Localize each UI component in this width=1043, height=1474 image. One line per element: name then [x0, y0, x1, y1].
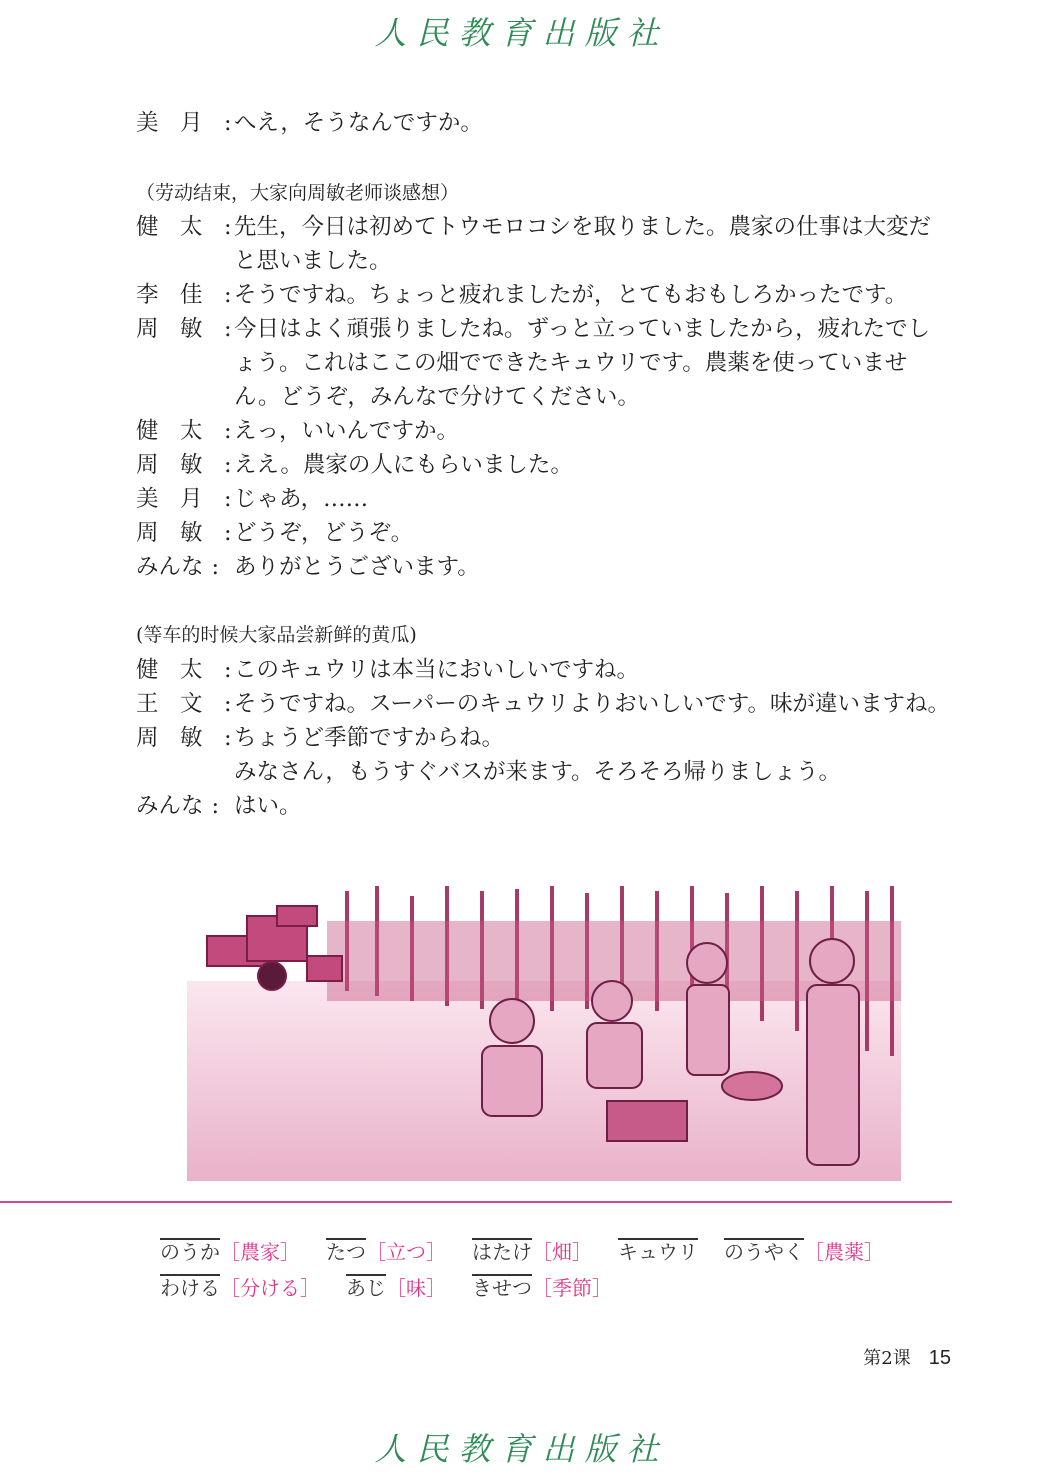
vocab-reading: のうか	[160, 1240, 220, 1264]
speaker-name: 健 太 :	[136, 214, 232, 240]
stage-note-2	[136, 620, 952, 650]
vocab-kanji: ［立つ］	[366, 1240, 446, 1264]
vocab-row	[160, 1270, 920, 1306]
vocab-item	[326, 1234, 446, 1270]
speech-text: どうぞ，どうぞ。	[234, 520, 414, 546]
cornfield-illustration	[187, 881, 901, 1181]
vocab-item	[472, 1234, 592, 1270]
speaker-name: みんな :	[136, 554, 220, 580]
stage-note-text: （劳动结束，大家向周敏老师谈感想）	[136, 182, 460, 204]
dialog-line	[136, 550, 952, 584]
speech-text: このキュウリは本当においしいですね。	[234, 657, 640, 683]
section-divider	[0, 1201, 952, 1203]
publisher-watermark-bottom: 人民教育出版社	[374, 1430, 669, 1468]
speech-text: はい。	[234, 793, 302, 819]
dialog-line	[136, 755, 952, 789]
speech-text: へえ，そうなんですか。	[234, 110, 483, 136]
dialog-line	[136, 278, 952, 312]
speech-text: ちょうど季節ですからね。	[234, 725, 505, 751]
dialog-line	[136, 482, 952, 516]
page-footer	[863, 1344, 951, 1370]
lesson-label: 第2课	[863, 1348, 911, 1369]
dialog-line	[136, 653, 952, 687]
speech-text: じゃあ，……	[234, 486, 369, 512]
speaker-name: 健 太 :	[136, 657, 232, 683]
dialog-line	[136, 414, 952, 448]
speaker-name: 王 文 :	[136, 691, 232, 717]
speaker-name: 周 敏 :	[136, 316, 232, 342]
field-ground	[187, 981, 901, 1181]
stage-note-text: (等车的时候大家品尝新鲜的黄瓜)	[136, 624, 417, 646]
vocab-reading: わける	[160, 1276, 220, 1300]
vocab-kanji: ［季節］	[532, 1276, 612, 1300]
speaker-name: 美 月 :	[136, 110, 232, 136]
vocab-kanji: ［分ける］	[220, 1276, 320, 1300]
speech-text: 先生，今日は初めてトウモロコシを取りました。農家の仕事は大変だと思いました。	[234, 214, 932, 274]
dialog-line	[136, 106, 952, 140]
speech-text: 今日はよく頑張りましたね。ずっと立っていましたから，疲れたでしょう。これはここの畑でできたキュウリです。農薬を使っていません。どうぞ，みんなで分けてください。	[234, 316, 931, 410]
vocab-kanji: ［農薬］	[804, 1240, 884, 1264]
vocab-item	[724, 1234, 884, 1270]
vocab-reading: きせつ	[472, 1276, 532, 1300]
vocab-item	[160, 1234, 300, 1270]
page-number: 15	[928, 1347, 951, 1369]
vocab-reading: たつ	[326, 1240, 366, 1264]
speaker-name: みんな :	[136, 793, 220, 819]
dialog-line	[136, 687, 952, 721]
dialog-section-2	[136, 210, 952, 584]
vocab-reading: あじ	[346, 1276, 386, 1300]
vocab-row	[160, 1234, 920, 1270]
dialog-line	[136, 312, 952, 414]
vocab-item	[618, 1234, 698, 1270]
publisher-watermark-top: 人民教育出版社	[374, 14, 669, 52]
speaker-name: 美 月 :	[136, 486, 232, 512]
stage-note-1	[136, 178, 952, 208]
dialog-line	[136, 210, 952, 278]
speaker-name: 周 敏 :	[136, 452, 232, 478]
vocab-reading: キュウリ	[618, 1240, 698, 1264]
dialog-section-3	[136, 653, 952, 823]
speaker-name	[136, 755, 234, 789]
speaker-name: 周 敏 :	[136, 520, 232, 546]
dialog-line	[136, 448, 952, 482]
dialog-line	[136, 721, 952, 755]
speaker-name: 李 佳 :	[136, 282, 232, 308]
speaker-name: 周 敏 :	[136, 725, 232, 751]
vocab-reading: のうやく	[724, 1240, 804, 1264]
speech-text: ええ。農家の人にもらいました。	[234, 452, 573, 478]
vocab-item	[160, 1270, 320, 1306]
speech-text: えっ，いいんですか。	[234, 418, 460, 444]
speech-text: みなさん，もうすぐバスが来ます。そろそろ帰りましょう。	[234, 759, 842, 785]
vocab-kanji: ［味］	[386, 1276, 446, 1300]
vocab-item	[472, 1270, 612, 1306]
vocab-reading: はたけ	[472, 1240, 532, 1264]
dialog-line	[136, 789, 952, 823]
speaker-name: 健 太 :	[136, 418, 232, 444]
speech-text: ありがとうございます。	[234, 554, 480, 580]
dialog-line	[136, 516, 952, 550]
vocab-kanji: ［農家］	[220, 1240, 300, 1264]
dialog-section-1	[136, 106, 952, 140]
vocabulary-list	[160, 1234, 920, 1306]
vocab-kanji: ［畑］	[532, 1240, 592, 1264]
vocab-item	[346, 1270, 446, 1306]
speech-text: そうですね。ちょっと疲れましたが，とてもおもしろかったです。	[234, 282, 908, 308]
speech-text: そうですね。スーパーのキュウリよりおいしいです。味が違いますね。	[234, 691, 950, 717]
